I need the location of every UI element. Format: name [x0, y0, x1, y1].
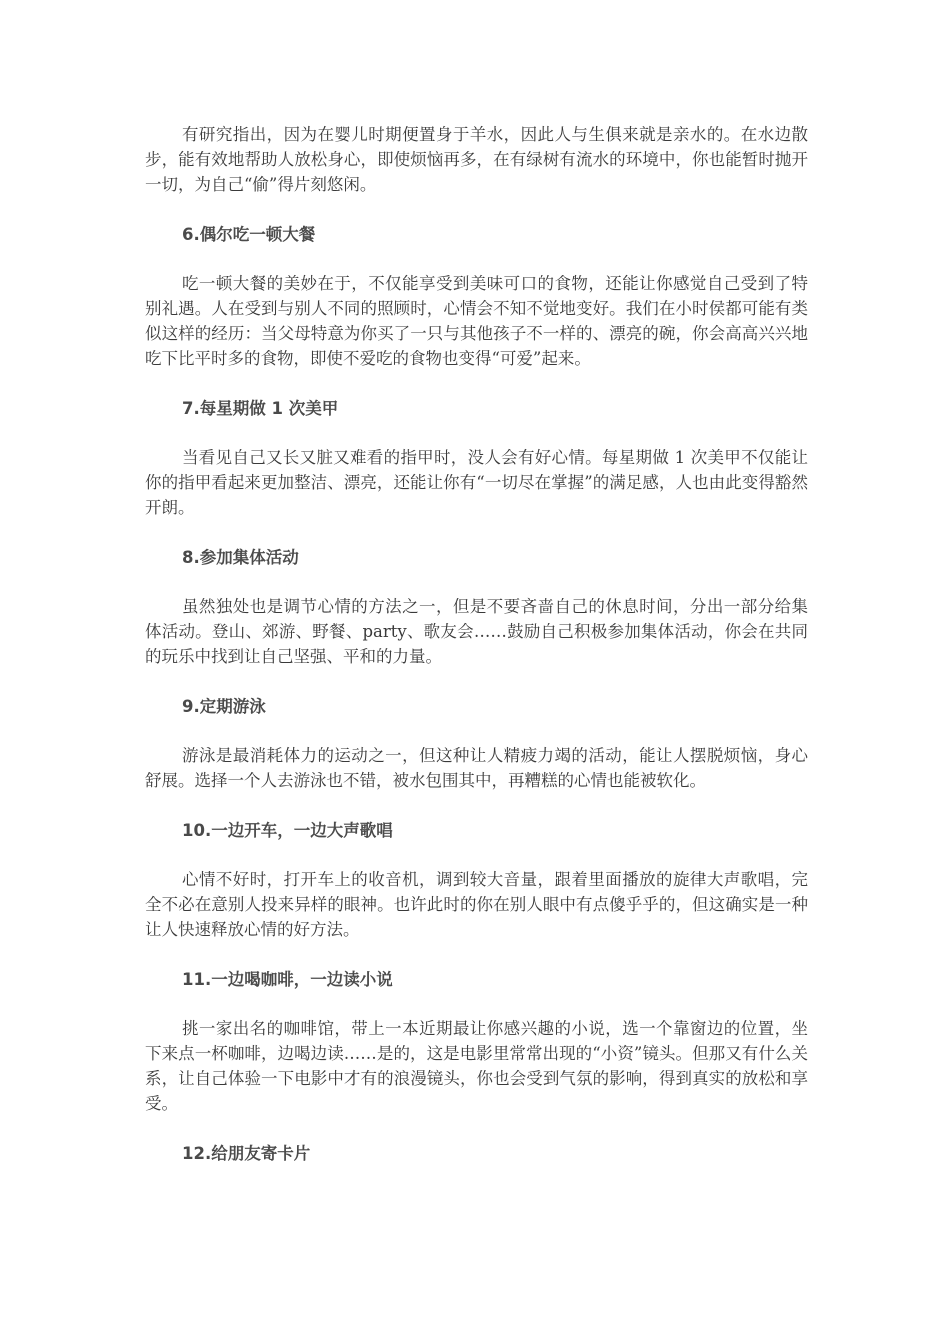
section-heading-11: 11.一边喝咖啡，一边读小说: [182, 970, 393, 989]
section-heading-9: 9.定期游泳: [182, 697, 266, 716]
section-body-11: 挑一家出名的咖啡馆，带上一本近期最让你感兴趣的小说，选一个靠窗边的位置，坐下来点一杯咖啡，边喝边读……是的，这是电影里常常出现的“小资”镜头。但那又有什么关系，让自己体验一下电影中才有的浪漫镜头，你也会受到气氛的影响，得到真实的放松和享受。: [145, 1019, 808, 1113]
section-body-10: 心情不好时，打开车上的收音机，调到较大音量，跟着里面播放的旋律大声歌唱，完全不必在意别人投来异样的眼神。也许此时的你在别人眼中有点傻乎乎的，但这确实是一种让人快速释放心情的好方法。: [145, 870, 808, 939]
section-heading-7: 7.每星期做 1 次美甲: [182, 399, 339, 418]
section-heading-8: 8.参加集体活动: [182, 548, 299, 567]
section-body-9: 游泳是最消耗体力的运动之一，但这种让人精疲力竭的活动，能让人摆脱烦恼，身心舒展。选择一个人去游泳也不错，被水包围其中，再糟糕的心情也能被软化。: [145, 746, 808, 790]
section-heading-12: 12.给朋友寄卡片: [182, 1144, 311, 1163]
section-body-7: 当看见自己又长又脏又难看的指甲时，没人会有好心情。每星期做 1 次美甲不仅能让你的指甲看起来更加整洁、漂亮，还能让你有“一切尽在掌握”的满足感，人也由此变得豁然开朗。: [145, 448, 808, 517]
document-page: [145, 122, 808, 1166]
intro-paragraph: 有研究指出，因为在婴儿时期便置身于羊水，因此人与生俱来就是亲水的。在水边散步，能有效地帮助人放松身心，即使烦恼再多，在有绿树有流水的环境中，你也能暂时抛开一切，为自己“偷”得片刻悠闲。: [145, 125, 808, 194]
section-heading-10: 10.一边开车，一边大声歌唱: [182, 821, 393, 840]
section-heading-6: 6.偶尔吃一顿大餐: [182, 225, 316, 244]
section-body-6: 吃一顿大餐的美妙在于，不仅能享受到美味可口的食物，还能让你感觉自己受到了特别礼遇。人在受到与别人不同的照顾时，心情会不知不觉地变好。我们在小时侯都可能有类似这样的经历：当父母特意为你买了一只与其他孩子不一样的、漂亮的碗，你会高高兴兴地吃下比平时多的食物，即使不爱吃的食物也变得“可爱”起来。: [145, 274, 808, 368]
section-body-8: 虽然独处也是调节心情的方法之一，但是不要吝啬自己的休息时间，分出一部分给集体活动。登山、郊游、野餐、party、歌友会……鼓励自己积极参加集体活动，你会在共同的玩乐中找到让自己坚强、平和的力量。: [145, 597, 808, 666]
